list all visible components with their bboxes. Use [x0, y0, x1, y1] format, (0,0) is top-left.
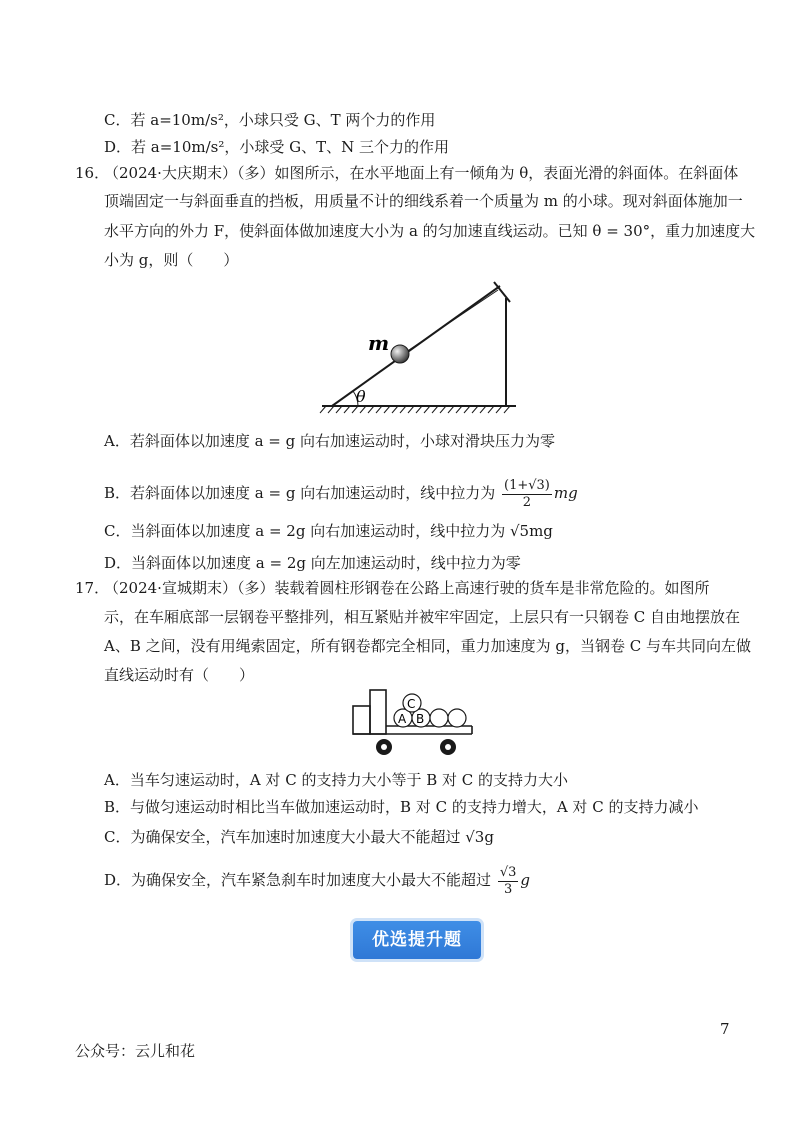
- q15-option-c: C．若 a=10m/s²，小球只受 G、T 两个力的作用: [104, 111, 436, 129]
- q16-option-a: A．若斜面体以加速度 a = g 向右加速运动时，小球对滑块压力为零: [104, 432, 556, 450]
- q16-option-b-numerator: (1+√3): [504, 477, 550, 493]
- coil: [448, 709, 466, 727]
- q16-option-b-suffix: mg: [553, 484, 578, 502]
- q16-option-b-fraction: [502, 478, 552, 511]
- q16-stem-line4: 小为 g，则（ ）: [104, 251, 239, 269]
- q17-stem-line3: A、B 之间，没有用绳索固定，所有钢卷都完全相同，重力加速度为 g，当钢卷 C 与车共同向左做: [104, 637, 752, 655]
- q17-stem-line2: 示，在车厢底部一层钢卷平整排列，相互紧贴并被牢牢固定，上层只有一只钢卷 C 自由地摆放在: [104, 608, 741, 626]
- q17-stem-line4: 直线运动时有（ ）: [104, 666, 255, 684]
- q16-incline-figure: [318, 278, 518, 414]
- q16-option-c: C．当斜面体以加速度 a = 2g 向右加速运动时，线中拉力为 √5mg: [104, 522, 553, 540]
- q15-option-d: D．若 a=10m/s²，小球受 G、T、N 三个力的作用: [104, 138, 450, 156]
- q16-option-d: D．当斜面体以加速度 a = 2g 向左加速运动时，线中拉力为零: [104, 554, 521, 572]
- q17-number: 17．: [75, 579, 110, 597]
- q16-option-b-denominator: 2: [522, 494, 532, 510]
- coil-c-label: C: [407, 697, 416, 711]
- coil: [430, 709, 448, 727]
- mass-label: m: [368, 331, 390, 355]
- coil-a-label: A: [398, 712, 407, 726]
- q17-option-d: [104, 862, 530, 898]
- q16-option-b-text: B．若斜面体以加速度 a = g 向右加速运动时，线中拉力为: [104, 484, 496, 502]
- section-banner: 优选提升题: [353, 921, 481, 959]
- q16-stem-line1: （2024·大庆期末）（多）如图所示，在水平地面上有一倾角为 θ，表面光滑的斜面体。在斜面体: [104, 164, 739, 182]
- q17-option-b: B．与做匀速运动时相比当车做加速运动时，B 对 C 的支持力增大，A 对 C 的支持力减小: [104, 798, 699, 816]
- q16-stem-line2: 顶端固定一与斜面垂直的挡板，用质量不计的细线系着一个质量为 m 的小球。现对斜面体施加一: [104, 192, 743, 210]
- angle-label: θ: [356, 387, 366, 406]
- q17-option-c: C．为确保安全，汽车加速时加速度大小最大不能超过 √3g: [104, 828, 494, 846]
- footer-credit: 公众号：云儿和花: [75, 1042, 196, 1060]
- coil-b-label: B: [416, 712, 425, 726]
- q16-option-b: [104, 475, 578, 511]
- q17-stem-line1: （2024·宣城期末）（多）装载着圆柱形钢卷在公路上高速行驶的货车是非常危险的。如图所: [104, 579, 710, 597]
- q16-number: 16．: [75, 164, 110, 182]
- q17-option-d-text: D．为确保安全，汽车紧急刹车时加速度大小最大不能超过: [104, 871, 492, 889]
- ball: [391, 345, 409, 363]
- q17-option-d-suffix: g: [520, 871, 530, 889]
- page-number: 7: [720, 1020, 730, 1038]
- q17-option-a: A．当车匀速运动时，A 对 C 的支持力大小等于 B 对 C 的支持力大小: [104, 771, 569, 789]
- q17-option-d-numerator: √3: [499, 864, 517, 880]
- q17-truck-figure: [350, 686, 475, 758]
- q17-option-d-denominator: 3: [503, 881, 513, 897]
- q17-option-d-fraction: [498, 865, 519, 898]
- q16-stem-line3: 水平方向的外力 F，使斜面体做加速度大小为 a 的匀加速直线运动。已知 θ = 30°，重力加速度大: [104, 222, 756, 240]
